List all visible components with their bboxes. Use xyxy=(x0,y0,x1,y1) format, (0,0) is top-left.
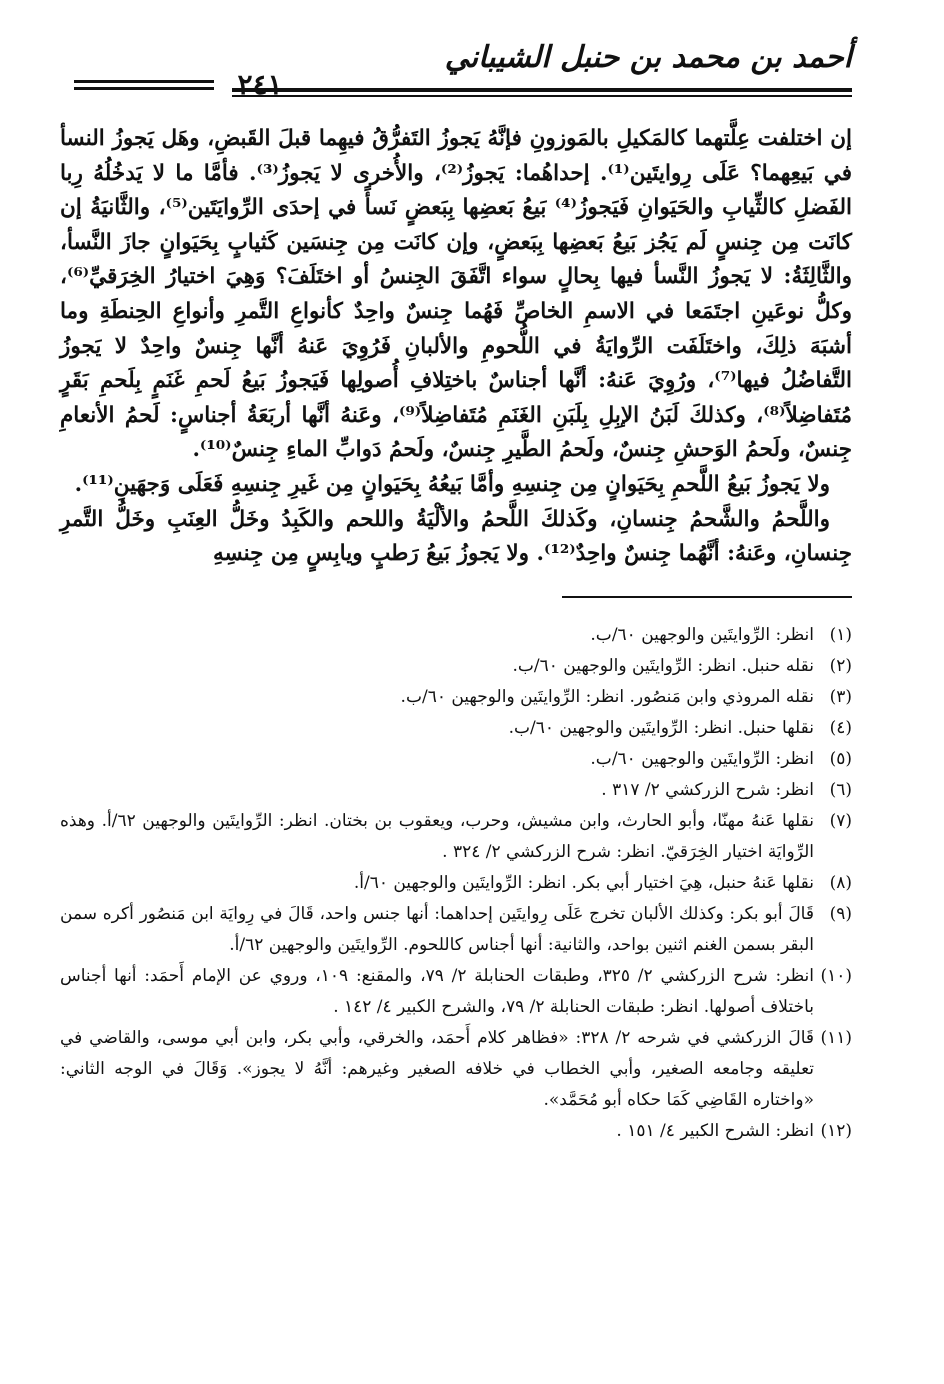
footnote-text: نقلها حنبل. انظر: الرِّوايتَين والوجهين ٦٠/ب. xyxy=(508,717,814,738)
footnote-10 xyxy=(60,961,852,1023)
page-header xyxy=(60,40,852,100)
footnote-separator xyxy=(562,596,852,598)
body-text xyxy=(60,122,852,572)
header-rule-thin xyxy=(232,95,852,97)
footnote-3 xyxy=(60,682,852,713)
footnote-6 xyxy=(60,775,852,806)
paragraph-1: إن اختلفت عِلَّتهما كالمَكيلِ بالمَوزونِ فإنَّهُ يَجوزُ التَفرُّقُ فيهِما قبلَ القَبضِ، وهَل يَجوزُ النسأ في بَيعِهما؟ عَلَى رِوايتَين⁽¹⁾. إحداهُما: يَجوزُ⁽²⁾، والأُخرى لا يَجوزُ⁽³⁾. فأمَّا ما لا يَدخُلُهُ رِبا الفَضلِ كالثِّيابِ والحَيَوانِ فَيَجوزُ⁽⁴⁾ بَيعُ بَعضِها بِبَعضٍ نَسأً في إحدَى الرِّوايَتَين⁽⁵⁾، والثَّانيَةُ إن كانَت مِن جِنسٍ لَم يَجُز بَيعُ بَعضِها بِبَعضٍ، وإن كانَت مِن جِنسَين كَثيابٍ بِحَيَوانٍ جازَ النَّسأ، والثَّالِثَةُ: لا يَجوزُ النَّسأ فيها بِحالٍ سواء اتَّفَقَ الجِنسُ أو اختَلَفَ؟ وَهِيَ اختيارُ الخِرَقيِّ⁽⁶⁾، وكلُّ نوعَينِ اجتَمَعا في الاسمِ الخاصِّ فَهُما جِنسٌ واحِدٌ كأنواعِ التَّمرِ وأنواعِ الحِنطَةِ وما أشبَهَ ذلِكَ، واختَلَفَت الرِّوايَةُ في اللُّحومِ والألبانِ فَرُوِيَ عَنهُ أنَّها جِنسٌ واحِدٌ لا يَجوزُ التَّفاضُلُ فيها⁽⁷⁾، ورُوِيَ عَنهُ: أنَّها أجناسٌ باختِلافِ أُصولِها فَيَجوزُ بَيعُ لَحمِ غَنَمٍ بِلَحمِ بَقَرٍ مُتَفاضِلاً⁽⁸⁾، وكذلكَ لَبَنُ الإبِلِ بِلَبَنِ الغَنَمِ مُتَفاضِلاً⁽⁹⁾، وعَنهُ أنَّها أربَعَةُ أجناسٍ: لَحمُ الأنعامِ جِنسٌ، ولَحمُ الوَحشِ جِنسٌ، ولَحمُ الطَّيرِ جِنسٌ، ولَحمُ دَوابِّ الماءِ جِنسٌ⁽¹⁰⁾. xyxy=(60,126,852,463)
footnote-number: (٢) xyxy=(829,655,852,676)
footnote-12 xyxy=(60,1116,852,1147)
footnote-2 xyxy=(60,651,852,682)
paragraph-3: واللَّحمُ والشَّحمُ جِنسانِ، وكَذلكَ اللَّحمُ والألْيَةُ واللحم والكَبِدُ وخَلُّ العِنَبِ وخَلُّ التَّمرِ جِنسانِ، وعَنهُ: أنَّهُما جِنسٌ واحِدٌ⁽¹²⁾. ولا يَجوزُ بَيعُ رَطبٍ ويابِسٍ مِن جِنسِهِ xyxy=(60,506,852,567)
footnote-text: نقلها عَنهُ مهنّا، وأبو الحارث، وابن مشيش، وحرب، ويعقوب بن بختان. انظر: الرِّوايتَين والوجهين ٦٢/أ. وهذه الرِّوايَة اختيار الخِرَقيّ. انظر: شرح الزركشي ٢/ ٣٢٤ . xyxy=(60,810,815,862)
footnote-5 xyxy=(60,744,852,775)
footnote-text: نقله حنبل. انظر: الرِّوايتَين والوجهين ٦٠/ب. xyxy=(512,655,814,676)
page-number: ٢٤١ xyxy=(237,68,283,101)
footnote-text: قَالَ أبو بكر: وكذلك الألبان تخرج عَلَى رِوايتَين إحداهما: أنها جنس واحد، قَالَ في رِوايَة ابن مَنصُور أكره سمن البقر بسمن الغنم اثنين بواحد، والثانية: أنها أجناس كاللحوم. الرِّوايتَين والوجهين ٦٢/أ. xyxy=(60,903,814,955)
footnote-number: (١٠) xyxy=(820,965,852,986)
footnote-4 xyxy=(60,713,852,744)
footnotes xyxy=(60,620,852,1147)
footnote-11 xyxy=(60,1023,852,1116)
footnote-number: (٨) xyxy=(829,872,852,893)
footnote-text: انظر: الرِّوايتَين والوجهين ٦٠/ب. xyxy=(590,748,814,769)
running-title: أحمد بن محمد بن حنبل الشيباني xyxy=(444,40,852,75)
footnote-text: انظر: شرح الزركشي ٢/ ٣١٧ . xyxy=(601,779,814,800)
footnote-number: (٦) xyxy=(829,779,852,800)
footnote-number: (٩) xyxy=(829,903,852,924)
footnote-text: انظر: الرِّوايتَين والوجهين ٦٠/ب. xyxy=(590,624,814,645)
footnote-number: (٧) xyxy=(829,810,852,831)
footnote-text: انظر: شرح الزركشي ٢/ ٣٢٥، وطبقات الحنابلة ٢/ ٧٩، والمقنع: ١٠٩، وروي عن الإمام أَحمَد: أنها أجناس باختلاف أصولها. انظر: طبقات الحنابلة ٢/ ٧٩، والشرح الكبير ٤/ ١٤٢ . xyxy=(60,965,814,1017)
footnote-8 xyxy=(60,868,852,899)
paragraph-2: ولا يَجوزُ بَيعُ اللَّحمِ بِحَيَوانٍ مِن جِنسِهِ وأمَّا بَيعُهُ بِحَيَوانٍ مِن غَيرِ جِنسِهِ فَعَلَى وَجهَينِ⁽¹¹⁾. xyxy=(74,471,830,497)
footnote-9 xyxy=(60,899,852,961)
footnote-number: (١١) xyxy=(820,1027,852,1048)
footnote-7 xyxy=(60,806,852,868)
footnote-number: (٥) xyxy=(829,748,852,769)
footnote-number: (١) xyxy=(829,624,852,645)
footnote-text: نقله المروذي وابن مَنصُور. انظر: الرِّوايتَين والوجهين ٦٠/ب. xyxy=(400,686,814,707)
document-page xyxy=(60,40,852,1360)
footnote-number: (١٢) xyxy=(820,1120,852,1141)
footnote-1 xyxy=(60,620,852,651)
footnote-text: نقلها عَنهُ حنبل، هِيَ اختيار أبي بكر. انظر: الرِّوايتَين والوجهين ٦٠/أ. xyxy=(353,872,814,893)
footnote-text: قَالَ الزركشي في شرحه ٢/ ٣٢٨: «فظاهر كلام أَحمَد، والخرقي، وأبي بكر، وابن أبي موسى، والقاضي في تعليقه وجامعه الصغير، وأبي الخطاب في خلافه الصغير وغيرهم: أنَّهُ لا يجوز». وَقَالَ في الوجه الثاني: «واختاره القَاضِي كَمَا حكاه أبو مُحَمَّد». xyxy=(60,1027,814,1110)
footnote-number: (٤) xyxy=(829,717,852,738)
header-left-rules xyxy=(74,80,214,94)
header-rule-thick xyxy=(232,88,852,92)
footnote-number: (٣) xyxy=(829,686,852,707)
footnote-text: انظر: الشرح الكبير ٤/ ١٥١ . xyxy=(616,1120,814,1141)
